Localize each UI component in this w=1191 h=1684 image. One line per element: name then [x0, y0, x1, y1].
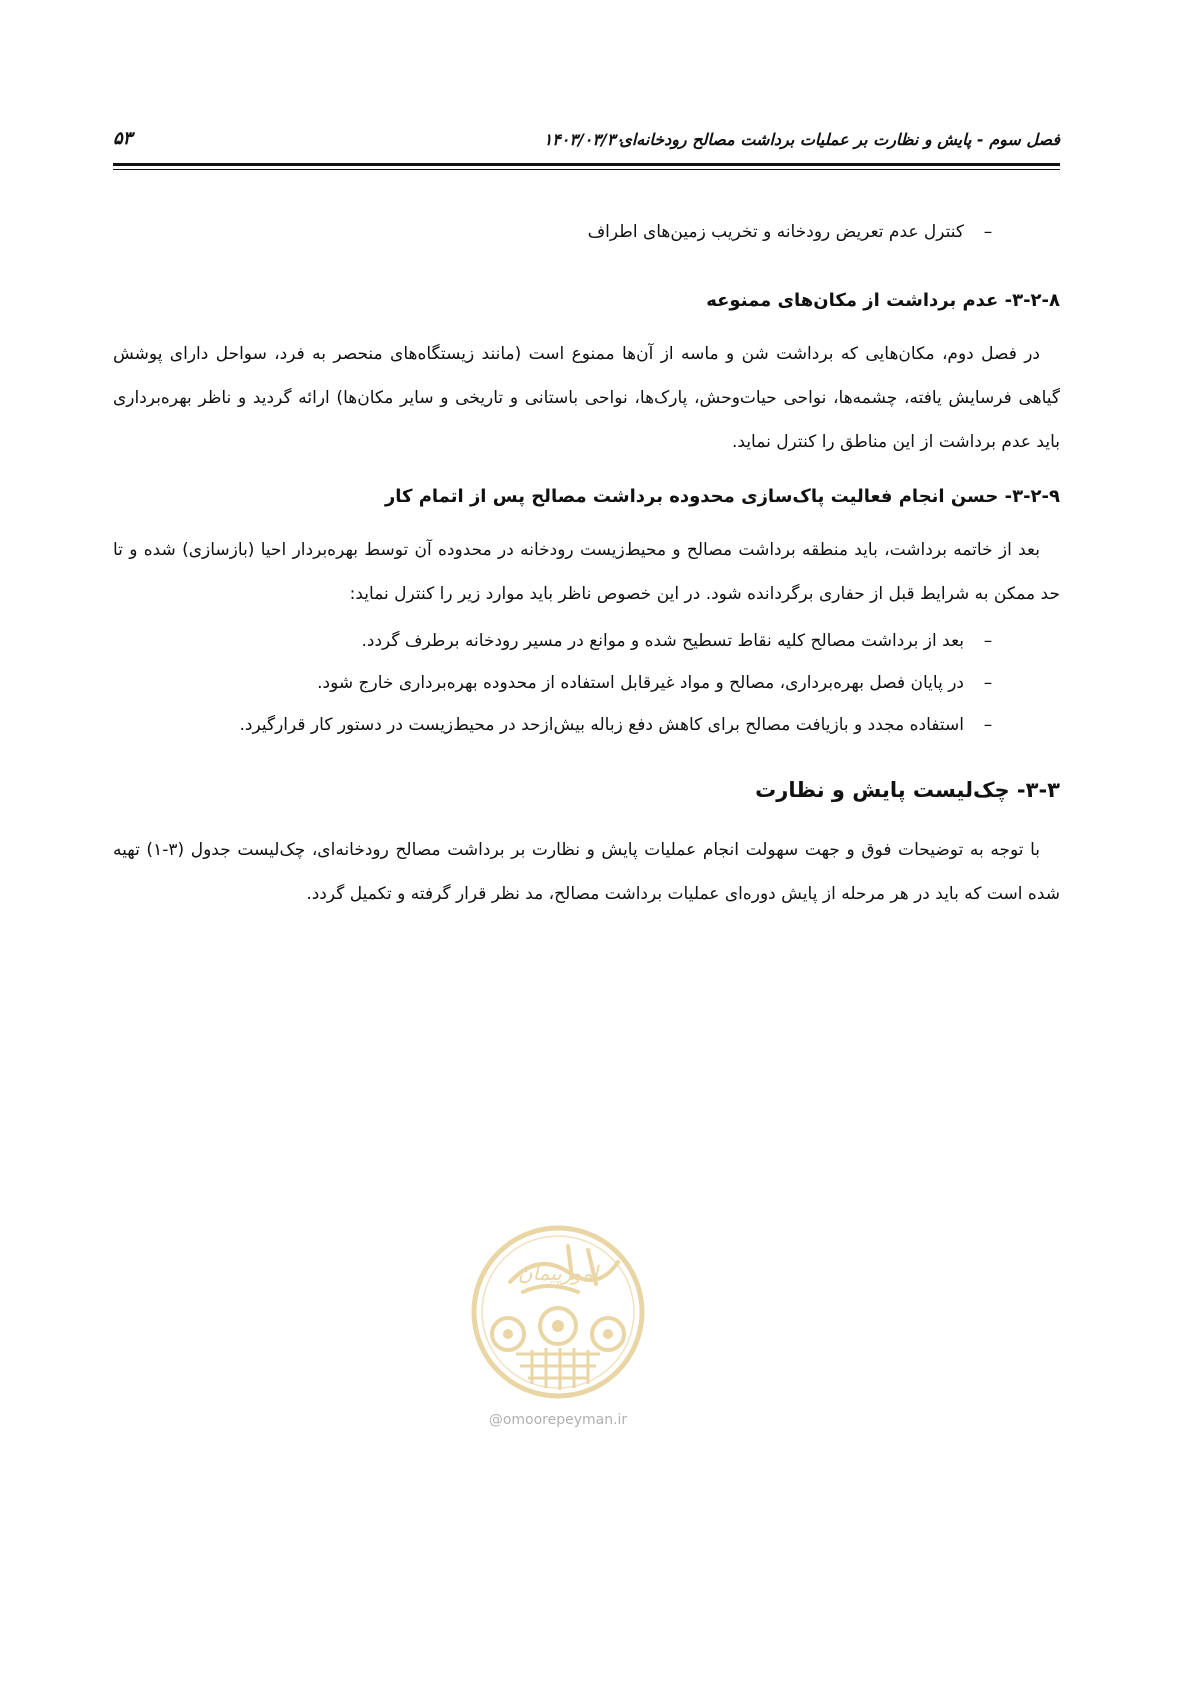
watermark-logo-text: امورپیمان	[517, 1261, 599, 1285]
chapter-title: فصل سوم - پایش و نظارت بر عملیات برداشت مصالح رودخانه‌ای	[619, 130, 1060, 149]
paragraph: بعد از خاتمه برداشت، باید منطقه برداشت مصالح و محیط‌زیست رودخانه در محدوده آن توسط بهره‌بردار احیا (بازسازی) شده و تا حد ممکن به شرایط قبل از حفاری برگردانده شود. در این خصوص ناظر باید موارد زیر را کنترل نماید:	[113, 540, 1060, 604]
section-heading: ۳-۳- چک‌لیست پایش و نظارت	[755, 778, 1060, 802]
bullet-text: کنترل عدم تعریض رودخانه و تخریب زمین‌های اطراف	[587, 222, 964, 242]
header-rule-thin	[113, 169, 1060, 170]
section-heading: ۳-۲-۸- عدم برداشت از مکان‌های ممنوعه	[706, 290, 1060, 311]
paragraph: در فصل دوم، مکان‌هایی که برداشت شن و ماسه از آن‌ها ممنوع است (مانند زیستگاه‌های منحصر به فرد، سواحل دارای پوشش گیاهی فرسایش یافته، چشمه‌ها، نواحی حیات‌وحش، پارک‌ها، نواحی باستانی و تاریخی و سایر مکان‌ها) ارائه گردید و ناظر بهره‌برداری باید عدم برداشت از این مناطق را کنترل نماید.	[113, 344, 1060, 452]
bullet-dash: –	[983, 222, 993, 242]
watermark-url: @omoorepeyman.ir	[488, 1412, 628, 1428]
bullet-dash: –	[983, 631, 993, 651]
page-body	[113, 218, 1060, 916]
watermark-logo	[468, 1222, 648, 1402]
running-header	[113, 126, 1060, 162]
section-heading: ۳-۲-۹- حسن انجام فعالیت پاک‌سازی محدوده برداشت مصالح پس از اتمام کار	[384, 486, 1060, 507]
page-number: ۵۳	[113, 128, 133, 149]
bullet-text: استفاده مجدد و بازیافت مصالح برای کاهش دفع زباله بیش‌ازحد در محیط‌زیست در دستور کار قرارگیرد.	[239, 715, 964, 735]
bullet-item	[113, 218, 1060, 246]
bullet-text: در پایان فصل بهره‌برداری، مصالح و مواد غیرقابل استفاده از محدوده بهره‌برداری خارج شود.	[317, 673, 964, 693]
header-rule-thick	[113, 163, 1060, 166]
bullet-dash: –	[983, 673, 993, 693]
bullet-item	[113, 620, 1060, 662]
bullet-item	[113, 662, 1060, 704]
bullet-item	[113, 704, 1060, 746]
paragraph: با توجه به توضیحات فوق و جهت سهولت انجام عملیات پایش و نظارت بر برداشت مصالح رودخانه‌ای، چک‌لیست جدول (۳-۱) تهیه شده است که باید در هر مرحله از پایش دوره‌ای عملیات برداشت مصالح، مد نظر قرار گرفته و تکمیل گردد.	[113, 840, 1060, 904]
bullet-dash: –	[983, 715, 993, 735]
header-date: ۱۴۰۳/۰۳/۳۰	[543, 130, 624, 149]
bullet-list	[113, 620, 1060, 746]
bullet-text: بعد از برداشت مصالح کلیه نقاط تسطیح شده و موانع در مسیر رودخانه برطرف گردد.	[361, 631, 964, 651]
